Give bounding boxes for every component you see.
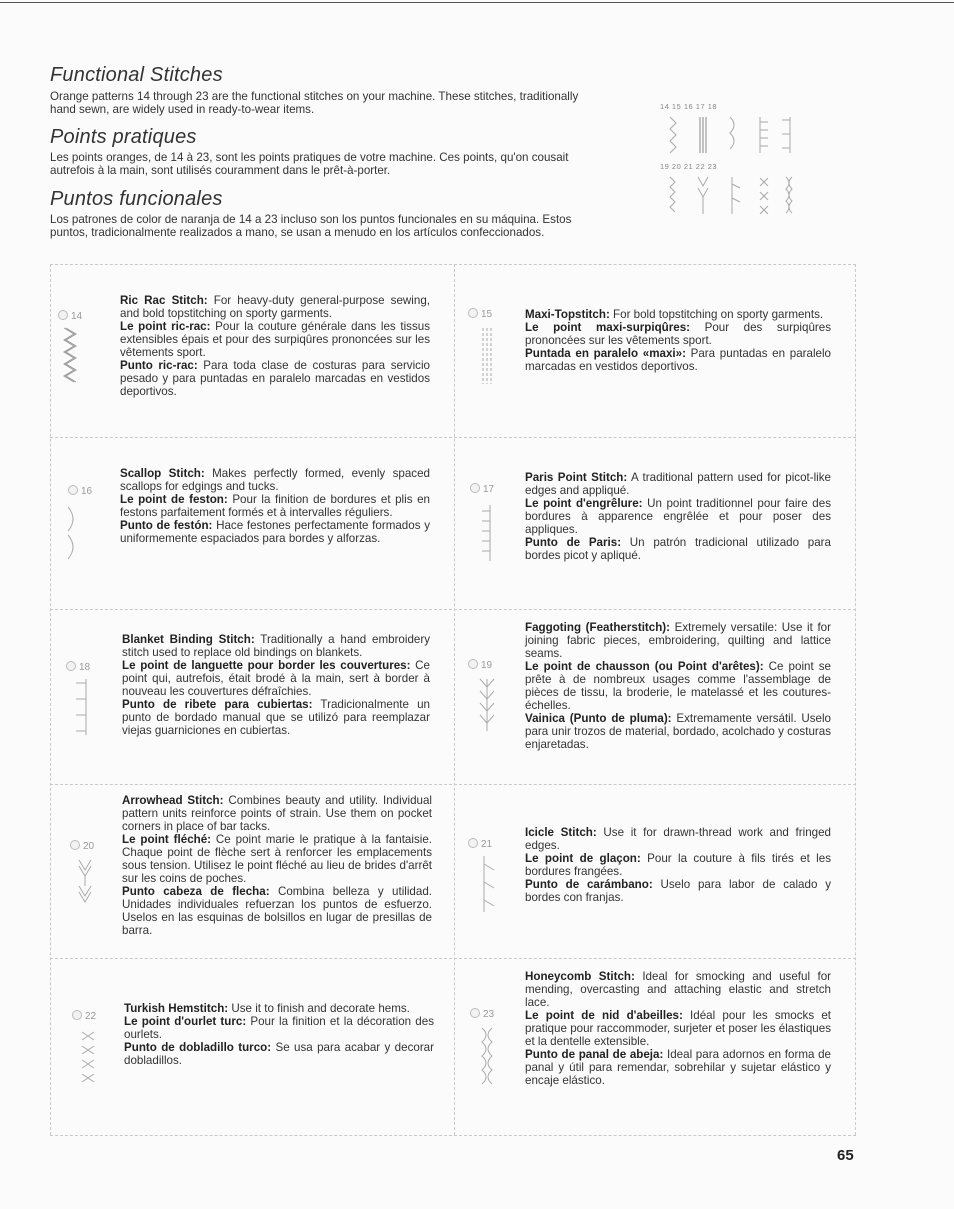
stitch-number-badge	[468, 838, 478, 848]
stitch-number: 16	[68, 485, 92, 497]
stitch-desc-fr: Le point d'engrêlure: Un point traditionnel pour faire des bordures à apparence engrêlée et pour poser des appliques.	[525, 497, 831, 536]
stitch-cell-16	[50, 437, 454, 609]
stitch-cell-22	[50, 958, 454, 1135]
stitch-number: 18	[66, 661, 90, 673]
stitch-number: 17	[470, 483, 494, 495]
stitch-text-16	[120, 467, 430, 545]
stitch-number-badge	[468, 659, 478, 669]
legend-row-2: 19 20 21 22 23	[660, 162, 718, 171]
stitch-desc-fr: Le point d'ourlet turc: Pour la finition et la décoration des ourlets.	[124, 1015, 434, 1041]
stitch-cell-17	[454, 437, 856, 609]
maxi-topstitch-icon	[480, 326, 494, 386]
heading-french: Points pratiques	[50, 126, 197, 148]
intro-english: Orange patterns 14 through 23 are the functional stitches on your machine. These stitches, traditionally hand sewn, are widely used in ready-to-wear items.	[50, 90, 579, 116]
stitch-desc-en: Icicle Stitch: Use it for drawn-thread work and fringed edges.	[525, 826, 831, 852]
stitch-cell-19	[454, 609, 856, 784]
stitch-cell-18	[50, 609, 454, 784]
stitch-desc-fr: Le point de nid d'abeilles: Idéal pour les smocks et pratique pour raccommoder, surjeter et poser les élastiques et la dentelle extensible.	[525, 1009, 831, 1048]
stitch-desc-en: Honeycomb Stitch: Ideal for smocking and useful for mending, overcasting and attaching elastic and stretch lace.	[525, 970, 832, 1009]
stitch-desc-es: Punto de panal de abeja: Ideal para adornos en forma de panal y útil para remendar, sobrehilar y sujetar elástico y encaje elástico.	[525, 1048, 831, 1087]
stitch-number: 15	[468, 308, 492, 320]
stitch-number-badge	[70, 840, 80, 850]
stitch-desc-fr: Le point de chausson (ou Point d'arêtes): Ce point se prête à de nombreux usages comme l'assemblage de pièces de tissu, la broderie, le matelassé et les coutures-échelles.	[525, 660, 831, 712]
stitch-desc-en: Paris Point Stitch: A traditional pattern used for picot-like edges and appliqué.	[525, 471, 831, 497]
featherstitch-icon	[476, 675, 498, 735]
stitch-text-20	[122, 794, 432, 937]
stitch-desc-es: Punto de dobladillo turco: Se usa para acabar y decorar dobladillos.	[124, 1041, 434, 1067]
stitch-number-badge	[68, 485, 78, 495]
stitch-number-badge	[58, 310, 68, 320]
stitch-number-badge	[72, 1010, 82, 1020]
stitch-desc-es: Punto de ribete para cubiertas: Tradicionalmente un punto de bordado manual que se utilizó para reemplazar viejas guarniciones en cubiertas.	[122, 698, 430, 737]
legend-row-1: 14 15 16 17 18	[660, 102, 718, 111]
stitch-cell-14	[50, 264, 454, 437]
stitch-desc-es: Punto cabeza de flecha: Combina belleza y utilidad. Unidades individuales refuerzan los puntos de esfuerzo. Uselos en las esquinas de bolsillos en lugar de presillas de barra.	[122, 885, 432, 937]
intro-spanish: Los patrones de color de naranja de 14 a 23 incluso son los puntos funcionales en su máquina. Estos puntos, tradicionalmente realizados a mano, se usan a menudo en los artículos confeccionados.	[50, 213, 572, 239]
stitch-desc-es: Punto de carámbano: Uselo para labor de calado y bordes con franjas.	[525, 878, 832, 904]
honeycomb-stitch-icon	[476, 1026, 498, 1086]
legend-stitches-row-2-icon	[660, 174, 810, 219]
top-rule	[0, 2, 954, 3]
paris-point-stitch-icon	[478, 503, 494, 563]
stitch-desc-fr: Le point maxi-surpiqûres: Pour des surpiqûres prononcées sur les vêtements sport.	[525, 321, 831, 347]
heading-english: Functional Stitches	[50, 64, 223, 86]
stitch-desc-en: Scallop Stitch: Makes perfectly formed, evenly spaced scallops for edgings and tucks.	[120, 467, 430, 493]
stitch-legend	[660, 100, 810, 220]
stitch-desc-es: Punto de Paris: Un patrón tradicional utilizado para bordes picot y apliqué.	[525, 536, 831, 562]
stitch-cell-21	[454, 784, 856, 958]
stitch-number: 14	[58, 310, 82, 322]
legend-stitches-row-1-icon	[660, 114, 810, 159]
stitch-text-23	[525, 970, 831, 1087]
stitch-desc-es: Punto ric-rac: Para toda clase de costuras para servicio pesado y para puntadas en paralelo marcadas en vestidos deportivos.	[120, 359, 430, 398]
arrowhead-stitch-icon	[76, 856, 94, 916]
stitch-number: 20	[70, 840, 94, 852]
stitch-desc-en: Maxi-Topstitch: For bold topstitching on sporty garments.	[525, 308, 824, 321]
stitch-text-21	[525, 826, 831, 904]
stitch-cell-20	[50, 784, 454, 958]
stitch-text-14	[120, 294, 430, 398]
stitch-desc-es: Punto de festón: Hace festones perfectamente formados y uniformemente espaciados para bordes y alforzas.	[120, 519, 430, 545]
intro-french: Les points oranges, de 14 à 23, sont les points pratiques de votre machine. Ces points, qu'on cousait autrefois à la main, sont utilisés couramment dans le prêt-à-porter.	[50, 151, 569, 177]
stitch-grid	[50, 264, 856, 1136]
icicle-stitch-icon	[478, 854, 498, 914]
stitch-number: 23	[470, 1008, 494, 1020]
stitch-number-badge	[468, 308, 478, 318]
stitch-number: 21	[468, 838, 492, 850]
stitch-number-badge	[470, 483, 480, 493]
turkish-hemstitch-icon	[78, 1028, 98, 1088]
stitch-desc-fr: Le point de feston: Pour la finition de bordures et plis en festons parfaitement formés et à intervalles réguliers.	[120, 493, 430, 519]
heading-spanish: Puntos funcionales	[50, 188, 223, 210]
stitch-desc-fr: Le point de glaçon: Pour la couture à fils tirés et les bordures frangées.	[525, 852, 832, 878]
stitch-number: 19	[468, 659, 492, 671]
stitch-text-17	[525, 471, 831, 562]
stitch-desc-fr: Le point ric-rac: Pour la couture générale dans les tissus extensibles épais et pour des surpiqûres prononcées sur les vêtements sport.	[120, 320, 430, 359]
stitch-desc-en: Faggoting (Featherstitch): Extremely versatile: Use it for joining fabric pieces, embroidering, quilting and lattice seams.	[525, 621, 831, 660]
stitch-desc-es: Puntada en paralelo «maxi»: Para puntadas en paralelo marcadas en vestidos deportivos.	[525, 347, 832, 373]
ric-rac-stitch-icon	[60, 326, 80, 396]
stitch-desc-en: Arrowhead Stitch: Combines beauty and utility. Individual pattern units reinforce points of strain. Use them on pocket corners in place of bar tacks.	[122, 794, 432, 833]
page-number: 65	[837, 1147, 854, 1164]
stitch-desc-es: Vainica (Punto de pluma): Extremamente versátil. Uselo para unir trozos de material, bordado, acolchado y costuras enjaretadas.	[525, 712, 832, 751]
stitch-cell-15	[454, 264, 856, 437]
stitch-desc-en: Ric Rac Stitch: For heavy-duty general-purpose sewing, and bold topstitching on sporty garments.	[120, 294, 430, 320]
stitch-text-18	[122, 633, 430, 737]
grid-line	[50, 1135, 856, 1136]
stitch-desc-en: Turkish Hemstitch: Use it to finish and decorate hems.	[124, 1002, 410, 1015]
stitch-number-badge	[470, 1008, 480, 1018]
stitch-number: 22	[72, 1010, 96, 1022]
scallop-stitch-icon	[62, 503, 82, 573]
stitch-cell-23	[454, 958, 856, 1135]
stitch-text-22	[124, 1002, 434, 1067]
stitch-number-badge	[66, 661, 76, 671]
stitch-text-15	[525, 308, 831, 373]
stitch-desc-fr: Le point fléché: Ce point marie le pratique à la fantaisie. Chaque point de flèche sert à renforcer les emplacements sous tension. Utilisez le point fléché au lieu de brides d'arrêt sur les coins de poches.	[122, 833, 432, 885]
stitch-text-19	[525, 621, 831, 751]
blanket-binding-stitch-icon	[72, 677, 90, 737]
stitch-desc-fr: Le point de languette pour border les couvertures: Ce point qui, autrefois, était brodé à la main, sert à border à nouveau les couvertures défraîchies.	[122, 659, 430, 698]
stitch-desc-en: Blanket Binding Stitch: Traditionally a hand embroidery stitch used to replace old bindings on blankets.	[122, 633, 431, 659]
